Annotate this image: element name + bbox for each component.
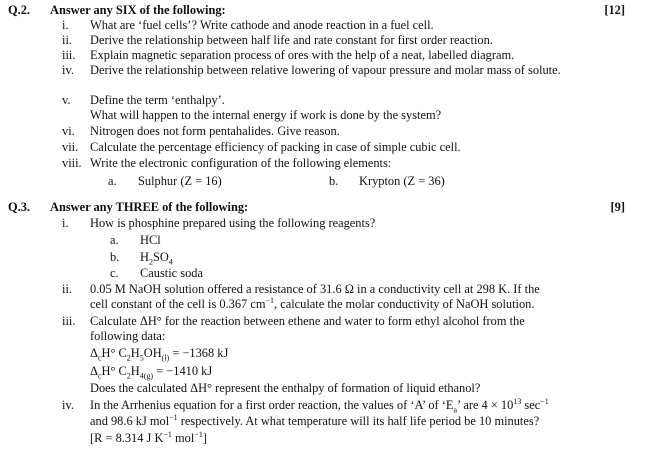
q2-item-8-sub-a: [108, 174, 222, 188]
item-text-line-2: [90, 414, 585, 428]
sub-text: Sulphur (Z = 16): [138, 174, 222, 188]
item-text: Derive the relationship between half life and rate constant for first order reaction.: [90, 33, 493, 47]
item-text-line-3: Does the calculated ΔH° represent the enthalpy of formation of liquid ethanol?: [90, 381, 481, 395]
item-label: ii.: [62, 282, 72, 296]
item-text-line-3: [90, 431, 570, 445]
item-label: iv.: [62, 398, 74, 412]
eq-part: H° C: [101, 364, 127, 378]
eq-part: = −1410 kJ: [153, 364, 213, 378]
sub-label: b.: [110, 250, 120, 264]
item-text: Calculate the percentage efficiency of packing in case of simple cubic cell.: [90, 140, 461, 154]
equation: [90, 346, 570, 363]
text-part: [R = 8.314 J K: [90, 431, 164, 445]
superscript: −1: [194, 429, 203, 439]
item-label: iv.: [62, 63, 74, 77]
item-text: Write the electronic configuration of the following elements:: [90, 156, 392, 170]
superscript: −1: [265, 295, 274, 305]
text-part: cell constant of the cell is 0.367 cm: [90, 297, 266, 311]
item-text: How is phosphine prepared using the following reagents?: [90, 216, 376, 230]
formula-part: H: [140, 250, 149, 264]
item-label: i.: [62, 216, 69, 230]
subscript: a: [453, 405, 458, 415]
item-text-2: What will happen to the internal energy if work is done by the system?: [90, 108, 442, 122]
sub-label: c.: [110, 266, 119, 280]
text-part: ’ are 4 × 10: [457, 398, 514, 412]
q2-number: Q.2.: [8, 3, 31, 17]
q3-marks: [9]: [610, 200, 625, 214]
q2-marks: [12]: [604, 3, 625, 17]
item-text-line-2: [90, 297, 580, 311]
sub-label: b.: [329, 174, 339, 188]
item-label: viii.: [62, 156, 82, 170]
q2-title: Answer any SIX of the following:: [50, 3, 226, 17]
item-label: iii.: [62, 314, 76, 328]
eq-part: Δ: [90, 364, 98, 378]
eq-part: = −1368 kJ: [169, 346, 229, 360]
item-label: v.: [62, 93, 71, 107]
item-text: Nitrogen does not form pentahalides. Give reason.: [90, 124, 340, 138]
q3-title: Answer any THREE of the following:: [50, 200, 249, 214]
item-label: i.: [62, 18, 69, 32]
formula-subscript: 2: [148, 257, 153, 267]
text-part: sec: [521, 398, 541, 412]
item-label: vii.: [62, 140, 79, 154]
formula-part: SO: [152, 250, 169, 264]
sub-text: Caustic soda: [140, 266, 203, 280]
q2-item-8-sub-b: [329, 174, 445, 188]
item-text: Explain magnetic separation process of ores with the help of a neat, labelled diagram.: [90, 48, 515, 62]
eq-part: Δ: [90, 346, 98, 360]
item-text: Calculate ΔH° for the reaction between ethene and water to form ethyl alcohol from the: [90, 314, 525, 328]
superscript: −1: [163, 429, 172, 439]
sub-text: Krypton (Z = 36): [359, 174, 445, 188]
text-part: mol: [171, 431, 195, 445]
eq-part: H: [130, 364, 140, 378]
eq-part: H° C: [101, 346, 127, 360]
item-text: [90, 396, 585, 415]
eq-subscript: (l): [161, 353, 170, 363]
text-part: ]: [202, 431, 207, 445]
eq-part: OH: [143, 346, 162, 360]
item-label: iii.: [62, 48, 76, 62]
sub-text: HCl: [140, 233, 161, 247]
item-label: ii.: [62, 33, 72, 47]
eq-subscript: 4(g): [139, 371, 154, 381]
q2-heading: [8, 3, 226, 17]
q3-number: Q.3.: [8, 200, 31, 214]
formula-subscript: 4: [168, 257, 173, 267]
text-part: , calculate the molar conductivity of NaOH solution.: [274, 297, 535, 311]
equation: [90, 364, 570, 381]
text-part: and 98.6 kJ mol: [90, 414, 170, 428]
sub-label: a.: [110, 233, 119, 247]
eq-part: H: [130, 346, 140, 360]
item-text: Define the term ‘enthalpy’.: [90, 93, 225, 107]
superscript: −1: [540, 396, 549, 406]
superscript: 13: [513, 396, 522, 406]
eq-subscript: 2: [126, 353, 131, 363]
sub-label: a.: [108, 174, 117, 188]
eq-subscript: 5: [139, 353, 144, 363]
q3-heading: [8, 200, 248, 214]
item-text: What are ‘fuel cells’? Write cathode and anode reaction in a fuel cell.: [90, 18, 434, 32]
text-part: respectively. At what temperature will its half life period be 10 minutes?: [177, 414, 540, 428]
q3-item-1-sub-b: [110, 250, 173, 267]
q3-item-1-sub-a: [110, 233, 161, 247]
eq-subscript: c: [97, 353, 102, 363]
superscript: −1: [169, 412, 178, 422]
item-label: vi.: [62, 124, 75, 138]
item-text-line-2: following data:: [90, 329, 166, 343]
eq-subscript: 2: [126, 371, 131, 381]
q3-item-1-sub-c: [110, 266, 203, 280]
eq-subscript: c: [97, 371, 102, 381]
item-text: 0.05 M NaOH solution offered a resistance of 31.6 Ω in a conductivity cell at 298 K. If the: [90, 282, 540, 296]
text-part: In the Arrhenius equation for a first order reaction, the values of ‘A’ of ‘E: [90, 398, 454, 412]
item-text: Derive the relationship between relative lowering of vapour pressure and molar mass of solute.: [90, 63, 561, 77]
